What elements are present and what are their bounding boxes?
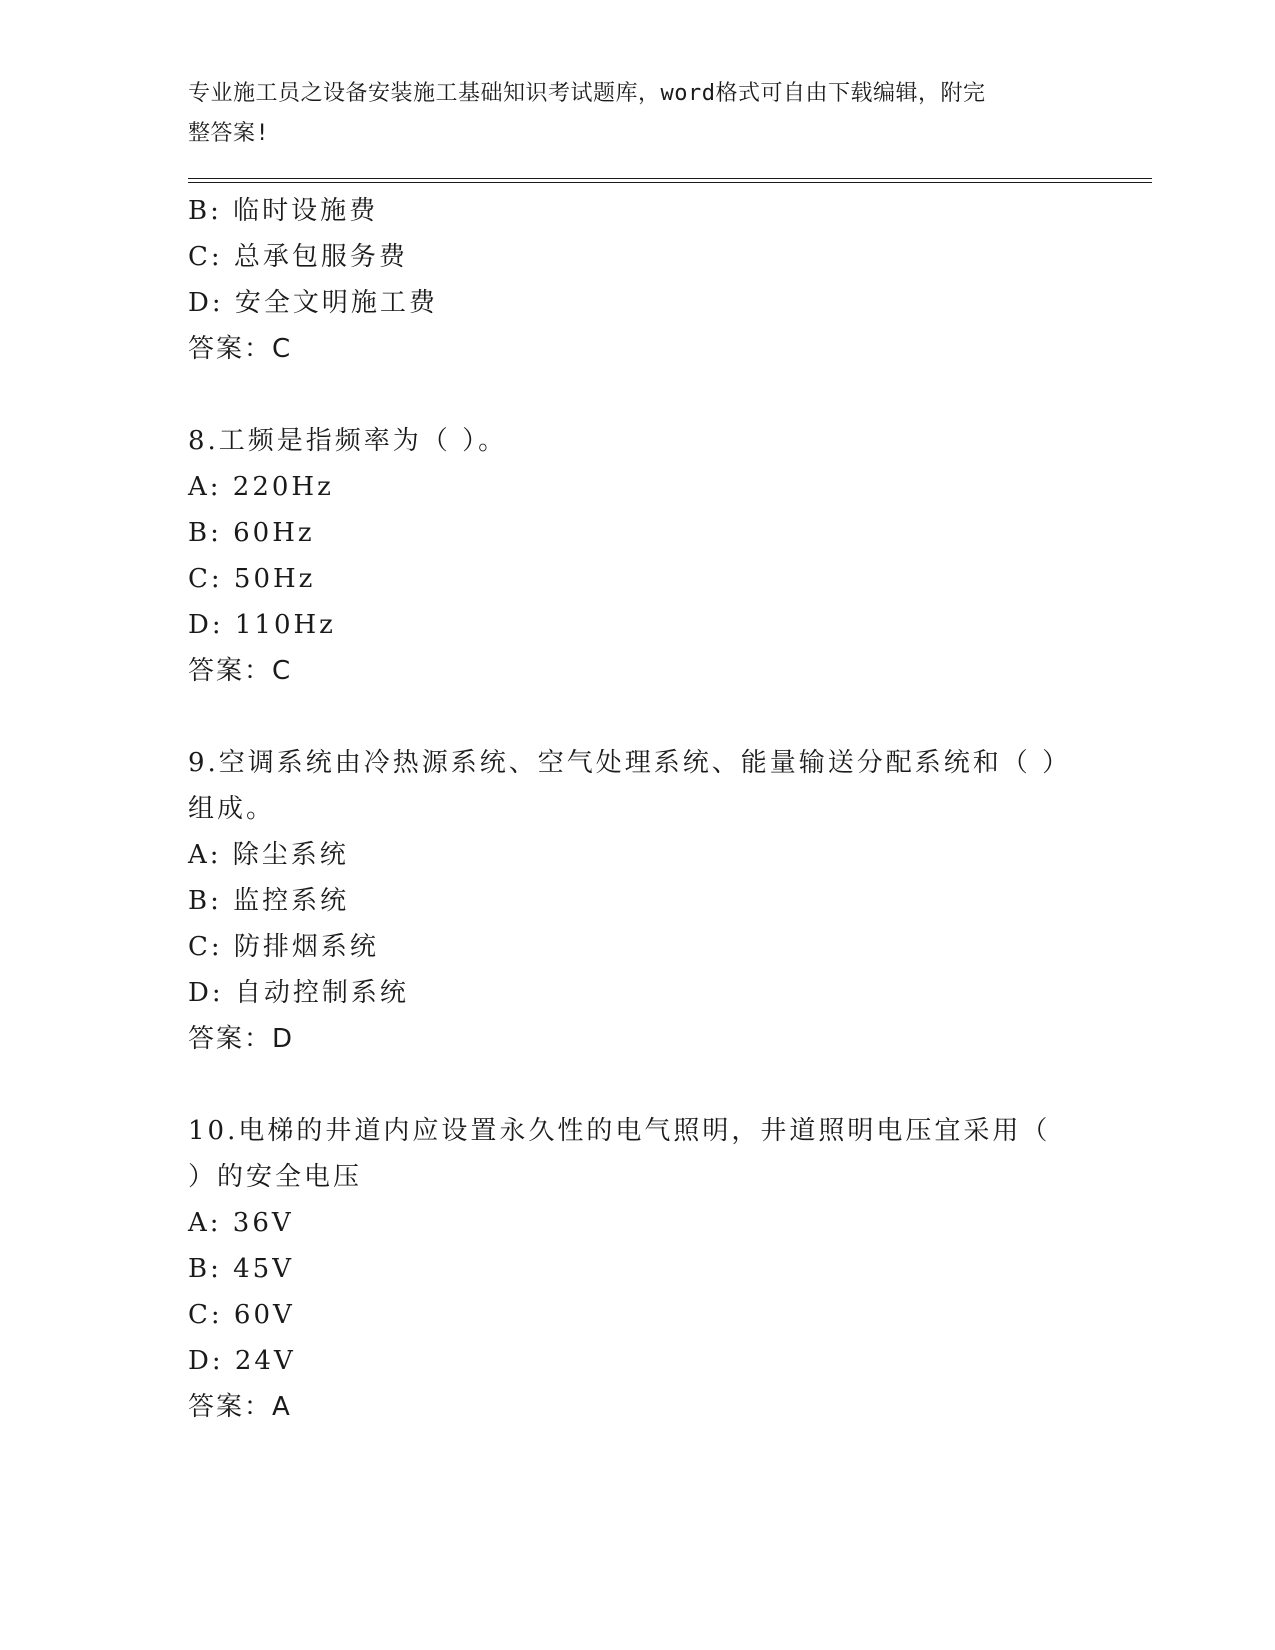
- option-a: A: 除尘系统: [188, 840, 349, 870]
- question-stem-line-1: 10.电梯的井道内应设置永久性的电气照明，井道照明电压宜采用（: [188, 1116, 1051, 1146]
- question-stem-line-1: 9.空调系统由冷热源系统、空气处理系统、能量输送分配系统和（ ）: [188, 748, 1072, 778]
- question-10: [188, 1108, 1088, 1430]
- question-7: [188, 188, 1088, 372]
- option-b: B: 监控系统: [188, 886, 350, 916]
- spacer: [188, 1062, 1088, 1108]
- spacer: [188, 694, 1088, 740]
- answer: 答案：C: [188, 334, 293, 364]
- option-d: D: 自动控制系统: [188, 978, 409, 1008]
- option-b: B: 临时设施费: [188, 196, 379, 226]
- spacer: [188, 372, 1088, 418]
- option-d: D: 110Hz: [188, 610, 336, 640]
- option-d: D: 24V: [188, 1346, 296, 1376]
- document-header: [188, 74, 1068, 154]
- option-a: A: 220Hz: [188, 472, 334, 502]
- question-stem: 8.工频是指频率为（ ）。: [188, 426, 508, 456]
- answer: 答案：A: [188, 1392, 292, 1422]
- header-line-2: 整答案!: [188, 121, 270, 146]
- option-c: C: 50Hz: [188, 564, 316, 594]
- question-list: [188, 188, 1088, 1430]
- option-c: C: 防排烟系统: [188, 932, 379, 962]
- option-a: A: 36V: [188, 1208, 294, 1238]
- answer: 答案：C: [188, 656, 293, 686]
- option-b: B: 45V: [188, 1254, 294, 1284]
- option-c: C: 总承包服务费: [188, 242, 408, 272]
- question-8: [188, 418, 1088, 694]
- header-line-1: 专业施工员之设备安装施工基础知识考试题库，word格式可自由下载编辑，附完: [188, 81, 986, 106]
- question-9: [188, 740, 1088, 1062]
- option-b: B: 60Hz: [188, 518, 315, 548]
- header-divider: [188, 178, 1152, 183]
- question-stem-line-2: 组成。: [188, 794, 276, 824]
- option-c: C: 60V: [188, 1300, 295, 1330]
- option-d: D: 安全文明施工费: [188, 288, 438, 318]
- answer: 答案：D: [188, 1024, 295, 1054]
- question-stem-line-2: ）的安全电压: [188, 1162, 363, 1192]
